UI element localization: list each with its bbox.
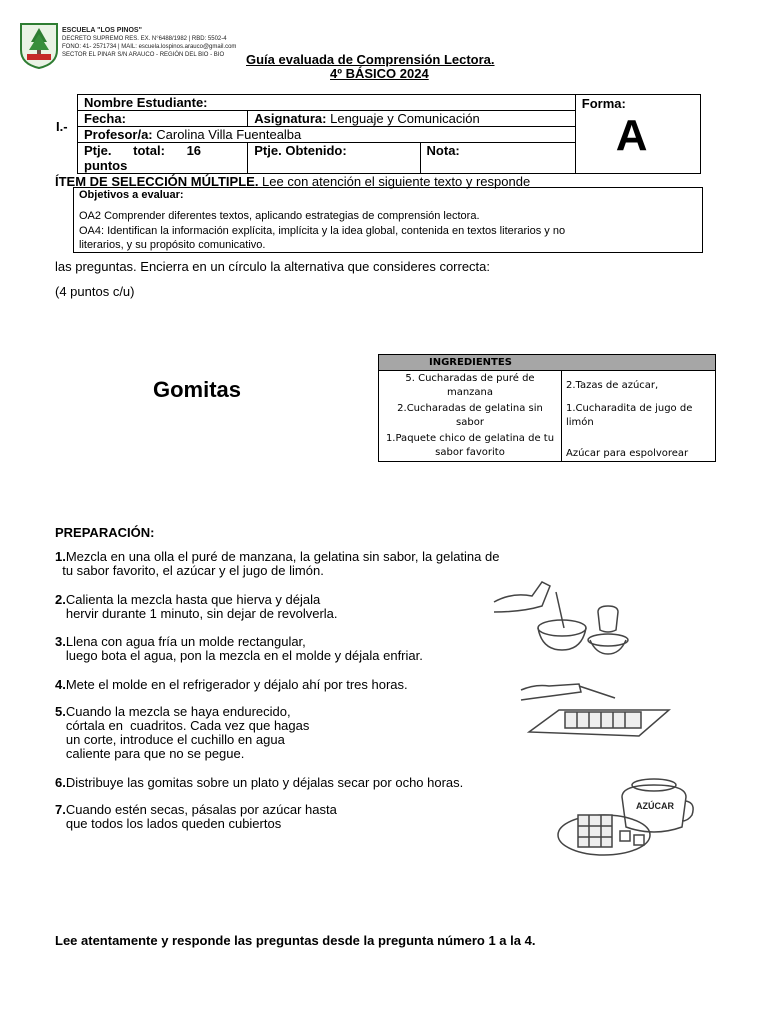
step-text: Cuando la mezcla se haya endurecido, xyxy=(65,704,291,719)
subject-value: Lenguaje y Comunicación xyxy=(326,111,480,126)
student-info-table xyxy=(77,94,701,174)
ingredient-cell: 2.Tazas de azúcar, xyxy=(562,371,716,402)
step-text: tu sabor favorito, el azúcar y el jugo de limón. xyxy=(55,563,324,578)
school-line: DECRETO SUPREMO RES. EX. N°6488/1982 | RBD: 5502-4 xyxy=(62,36,227,42)
subject-label: Asignatura: xyxy=(254,111,327,126)
section-number: I.- xyxy=(56,119,68,134)
step-text: caliente para que no se pegue. xyxy=(55,746,245,761)
step-text: hervir durante 1 minuto, sin dejar de revolverla. xyxy=(55,606,338,621)
student-name-cell[interactable] xyxy=(78,95,576,111)
step-text: luego bota el agua, pon la mezcla en el molde y déjala enfriar. xyxy=(55,648,423,663)
step-4 xyxy=(55,678,408,692)
sugar-label: AZÚCAR xyxy=(636,801,674,811)
step-2 xyxy=(55,593,338,621)
ingredient-cell: 2.Cucharadas de gelatina sin sabor xyxy=(379,401,562,431)
document-title: Guía evaluada de Comprensión Lectora. xyxy=(246,52,495,67)
recipe-title: Gomitas xyxy=(153,377,242,402)
document-subtitle: 4º BÁSICO 2024 xyxy=(330,66,429,81)
objectives-title: Objetivos a evaluar: xyxy=(79,189,184,201)
step-text: Llena con agua fría un molde rectangular, xyxy=(65,634,306,649)
school-line: FONO: 41- 2571734 | MAIL: escuela.lospinos.arauco@gmail.com xyxy=(62,44,237,50)
teacher-value: Carolina Villa Fuentealba xyxy=(152,127,302,142)
step-7 xyxy=(55,803,337,831)
preparation-title: PREPARACIÓN: xyxy=(55,525,155,540)
step-text: Calienta la mezcla hasta que hierva y déjala xyxy=(65,592,321,607)
mixing-bowl-illustration xyxy=(492,572,632,656)
date-cell[interactable] xyxy=(78,111,248,127)
step-6 xyxy=(55,776,463,790)
step-number: 1. xyxy=(55,549,66,564)
step-text: Mete el molde en el refrigerador y déjalo ahí por tres horas. xyxy=(65,677,408,692)
ingredient-cell: 1.Cucharadita de jugo de limón xyxy=(562,401,716,431)
objective-line: OA2 Comprender diferentes textos, aplicando estrategias de comprensión lectora. xyxy=(79,210,480,222)
school-info xyxy=(62,27,236,59)
form-cell xyxy=(575,95,700,174)
step-text: Distribuye las gomitas sobre un plato y déjalas secar por ocho horas. xyxy=(65,775,464,790)
step-number: 5. xyxy=(55,704,66,719)
school-line: SECTOR EL PINAR S/N ARAUCO - REGIÓN DEL BIO - BIO xyxy=(62,52,225,58)
student-name-label: Nombre Estudiante: xyxy=(84,95,208,110)
questions-instruction: Lee atentamente y responde las preguntas desde la pregunta número 1 a la 4. xyxy=(55,933,536,948)
points-text: (4 puntos c/u) xyxy=(55,284,135,299)
item-title-rest: Lee con atención el siguiente texto y responde xyxy=(258,174,531,189)
cutting-gummies-illustration xyxy=(519,672,671,744)
form-label: Forma: xyxy=(581,96,626,111)
objectives-box xyxy=(73,187,703,253)
step-text: Mezcla en una olla el puré de manzana, la gelatina sin sabor, la gelatina de xyxy=(65,549,500,564)
step-number: 4. xyxy=(55,677,66,692)
step-text: Cuando estén secas, pásalas por azúcar hasta xyxy=(65,802,337,817)
step-number: 6. xyxy=(55,775,66,790)
total-score-cell: Ptje. total: 16 puntos xyxy=(78,143,248,174)
obtained-score-cell[interactable] xyxy=(248,143,420,174)
ingredients-header: INGREDIENTES xyxy=(379,355,716,371)
step-text: córtala en cuadritos. Cada vez que hagas xyxy=(55,718,310,733)
teacher-cell xyxy=(78,127,576,143)
step-number: 3. xyxy=(55,634,66,649)
school-name: ESCUELA "LOS PINOS" xyxy=(62,27,142,34)
grade-label: Nota: xyxy=(426,143,460,158)
school-logo xyxy=(17,20,61,70)
step-number: 2. xyxy=(55,592,66,607)
step-text: un corte, introduce el cuchillo en agua xyxy=(55,732,285,747)
ingredient-cell: Azúcar para espolvorear xyxy=(562,431,716,462)
obtained-score-label: Ptje. Obtenido: xyxy=(254,143,347,158)
step-3 xyxy=(55,635,423,663)
objective-line: OA4: Identifican la información explícita, implícita y la idea global, contenida en textos literarios y no xyxy=(79,225,566,237)
step-5 xyxy=(55,705,309,761)
ingredients-table xyxy=(378,354,716,462)
item-title-bold: ÍTEM DE SELECCIÓN MÚLTIPLE. xyxy=(55,174,259,189)
step-text: que todos los lados queden cubiertos xyxy=(55,816,282,831)
step-1 xyxy=(55,550,499,578)
grade-cell[interactable] xyxy=(420,143,575,174)
instruction-text: las preguntas. Encierra en un círculo la alternativa que consideres correcta: xyxy=(55,259,491,274)
form-letter: A xyxy=(615,111,648,160)
teacher-label: Profesor/a: xyxy=(84,127,153,142)
subject-cell xyxy=(248,111,576,127)
date-label: Fecha: xyxy=(84,111,126,126)
ingredient-cell: 1.Paquete chico de gelatina de tu sabor favorito xyxy=(379,431,562,462)
step-number: 7. xyxy=(55,802,66,817)
sugar-bowl-illustration xyxy=(548,771,698,865)
objective-line: literarios, y su propósito comunicativo. xyxy=(79,239,266,251)
ingredient-cell: 5. Cucharadas de puré de manzana xyxy=(379,371,562,402)
